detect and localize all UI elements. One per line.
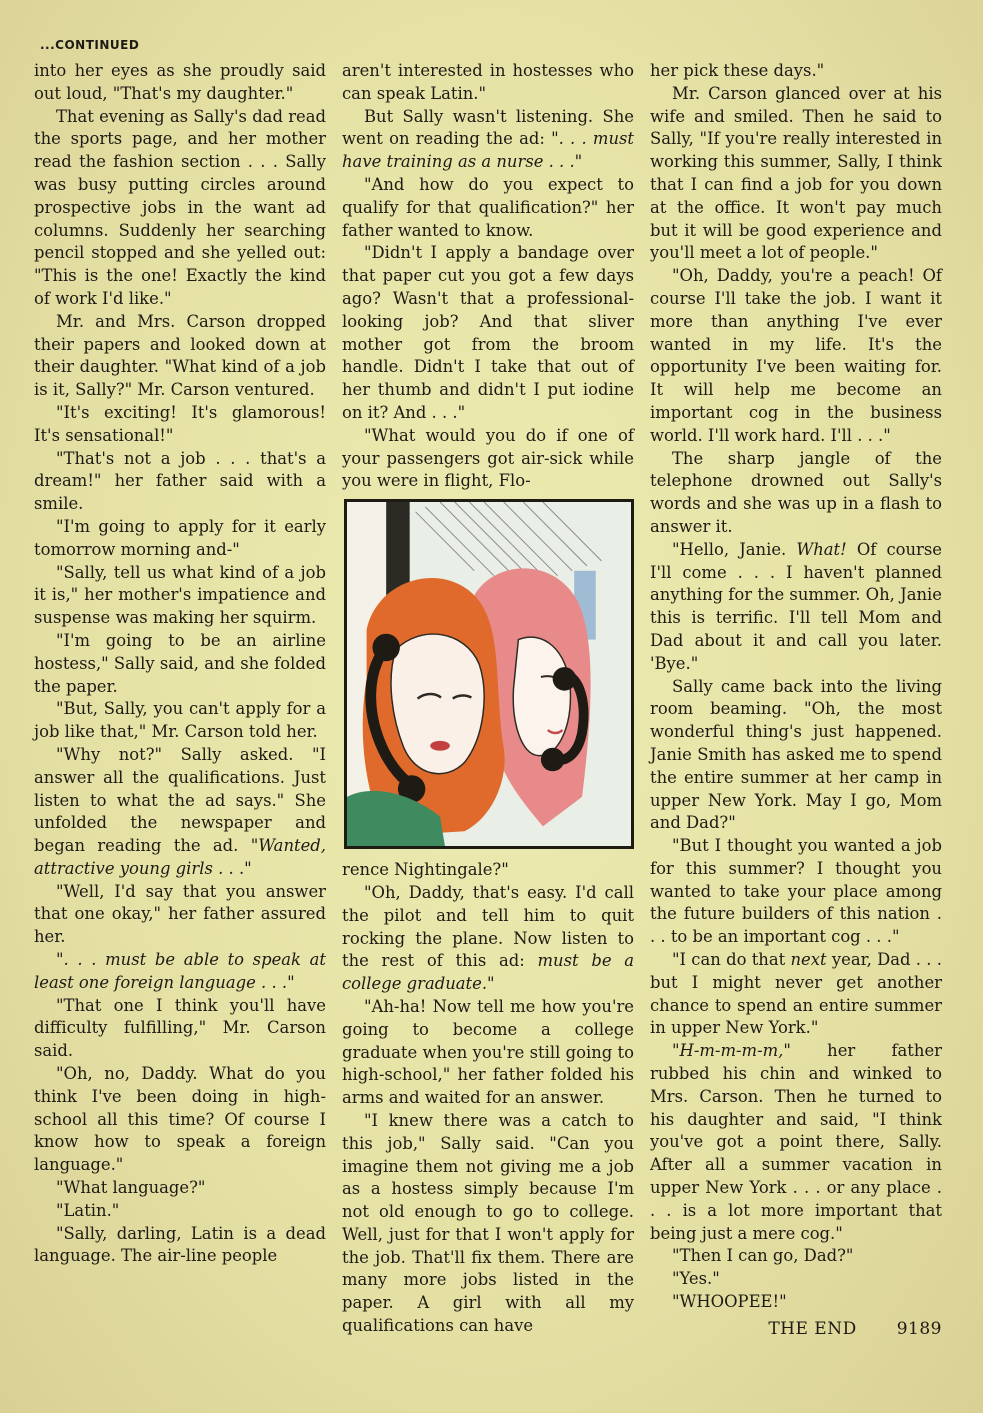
- paragraph: Mr. and Mrs. Carson dropped their papers and looked down at their daughter. "What kind of a job is it, Sally?" Mr. Carson ventured.: [34, 311, 326, 400]
- italic-word: What!: [796, 539, 847, 559]
- text-run: "Hello, Janie.: [672, 539, 787, 559]
- paragraph: "That one I think you'll have difficulty fulfilling," Mr. Carson said.: [34, 995, 326, 1061]
- paragraph: [650, 949, 942, 1040]
- paragraph: aren't interested in hostesses who can speak Latin.": [342, 61, 634, 103]
- paragraph: "But, Sally, you can't apply for a job like that," Mr. Carson told her.: [34, 699, 326, 742]
- paragraph: "Well, I'd say that you answer that one okay," her father assured her.: [34, 881, 326, 947]
- italic-word: next: [790, 950, 827, 970]
- text-run: year, Dad . . . but I might never get another chance to spend an entire summer in upper New York.": [650, 950, 942, 1038]
- paragraph: That evening as Sally's dad read the sports page, and her mother read the fashion section . . . Sally was busy putting circles around prospective jobs in the want ad columns. Suddenly her searching pencil stopped and she yelled out: "This is the one! Exactly the kind of work I'd like.": [34, 106, 326, 308]
- italic-quote: "Wanted, attractive young girls . . .": [34, 836, 326, 878]
- paragraph: "But I thought you wanted a job for this summer? I thought you wanted to take your place among the future builders of this nation . . . to be an important cog . . .": [650, 836, 942, 947]
- paragraph: "Yes.": [672, 1269, 720, 1289]
- text-column-2: [342, 60, 634, 1338]
- paragraph: "I'm going to apply for it early tomorrow morning and-": [34, 516, 326, 559]
- paragraph: [650, 539, 942, 676]
- paragraph: Sally came back into the living room beaming. "Oh, the most wonderful thing's just happened. Janie Smith has asked me to spend the entire summer at her camp in upper New York. May I go, Mom and Dad?": [650, 676, 942, 833]
- paragraph: "Latin.": [56, 1200, 120, 1220]
- text-run: Of course I'll come . . . I haven't planned anything for the summer. Oh, Janie this is terrific. I'll tell Mom and Dad about it and call you later. 'Bye.": [650, 539, 943, 673]
- paragraph: "Then I can go, Dad?": [672, 1246, 854, 1266]
- continued-label: ...CONTINUED: [40, 38, 140, 52]
- text-run: "Oh, Daddy, that's easy. I'd call the pilot and tell him to quit rocking the plane. Now listen to the rest of this ad:: [342, 882, 634, 971]
- paragraph: [342, 106, 634, 174]
- text-column-3: [650, 60, 942, 1341]
- paragraph: "Ah-ha! Now tell me how you're going to become a college graduate when you're still going to high-school," her father folded his arms and waited for an answer.: [342, 996, 634, 1108]
- paragraph: "What would you do if one of your passengers got air-sick while you were in flight, Flo-: [342, 425, 634, 491]
- paragraph: "Oh, no, Daddy. What do you think I've been doing in high-school all this time? Of course I know how to speak a foreign language.": [34, 1064, 326, 1175]
- paragraph: "Sally, darling, Latin is a dead language. The air-line people: [34, 1223, 326, 1266]
- paragraph: "Didn't I apply a bandage over that paper cut you got a few days ago? Wasn't that a professional-looking job? And that sliver mother got from the broom handle. Didn't I take that out of her thumb and didn't I put iodine on it? And . . .": [342, 243, 634, 422]
- paragraph: "WHOOPEE!": [672, 1292, 787, 1312]
- paragraph: rence Nightingale?": [342, 860, 509, 880]
- paragraph: [650, 1040, 942, 1245]
- paragraph: "I'm going to be an airline hostess," Sally said, and she folded the paper.: [34, 630, 326, 696]
- paragraph: [34, 744, 326, 881]
- text-run: But Sally wasn't listening. She went on reading the ad:: [342, 106, 634, 149]
- paragraph: "And how do you expect to qualify for that qualification?" her father wanted to know.: [342, 174, 634, 240]
- paragraph: [342, 882, 634, 996]
- text-run: her father rubbed his chin and winked to Mrs. Carson. Then he turned to his daughter and said, "I think you've got a point there, Sally. After all a summer vacation in upper New York . . . or any place . . . is a lot more important that being just a mere cog.": [650, 1041, 942, 1243]
- paragraph: into her eyes as she proudly said out loud, "That's my daughter.": [34, 61, 326, 103]
- italic-quote: "H-m-m-m-m,": [672, 1041, 791, 1061]
- paragraph: "It's exciting! It's glamorous! It's sensational!": [34, 402, 326, 445]
- end-line: [650, 1318, 942, 1341]
- text-column-1: [34, 60, 326, 1268]
- paragraph: her pick these days.": [650, 61, 825, 80]
- comic-panel-telephone-illustration: [344, 499, 634, 849]
- paragraph: "Oh, Daddy, you're a peach! Of course I'll take the job. I want it more than anything I've ever wanted in my life. It's the opportunity I've been waiting for. It will help me become an important cog in the business world. I'll work hard. I'll . . .": [650, 266, 942, 445]
- italic-quote: must be a college graduate.": [342, 951, 635, 994]
- italic-quote: ". . . must be able to speak at least one foreign language . . .": [34, 950, 326, 992]
- paragraph: "Sally, tell us what kind of a job it is," her mother's impatience and suspense was making her squirm.: [34, 562, 326, 628]
- paragraph: "I knew there was a catch to this job," Sally said. "Can you imagine them not giving me a job as a hostess simply because I'm not old enough to go to college. Well, just for that I won't apply for the job. That'll fix them. There are many more jobs listed in the paper. A girl with all my qualifications can have: [342, 1110, 634, 1336]
- text-run: "Why not?" Sally asked. "I answer all the qualifications. Just listen to what the ad says." She unfolded the newspaper and began reading the ad.: [34, 744, 326, 856]
- italic-quote: ". . . must have training as a nurse . . .": [342, 129, 634, 172]
- page-number: 9189: [896, 1318, 942, 1339]
- paragraph: "What language?": [56, 1178, 206, 1198]
- paragraph: [34, 949, 326, 995]
- the-end-label: THE END: [768, 1318, 857, 1339]
- paragraph: Mr. Carson glanced over at his wife and smiled. Then he said to Sally, "If you're really interested in working this summer, Sally, I think that I can find a job for you down at the office. It won't pay much but it will be good experience and you'll meet a lot of people.": [650, 83, 942, 263]
- paragraph: The sharp jangle of the telephone drowned out Sally's words and she was up in a flash to answer it.: [650, 448, 942, 536]
- text-run: "I can do that: [672, 950, 786, 970]
- telephone-girls-illustration: [347, 502, 631, 846]
- paragraph: "That's not a job . . . that's a dream!" her father said with a smile.: [34, 448, 326, 514]
